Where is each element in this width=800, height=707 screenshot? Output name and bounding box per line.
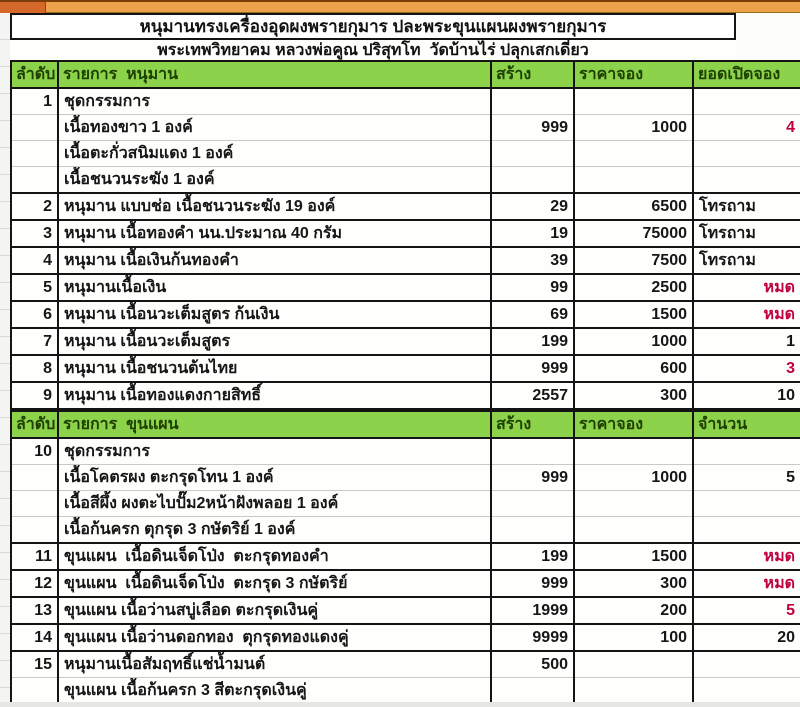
cell-made: [491, 167, 574, 194]
cell-qty: 3: [693, 355, 800, 382]
column-header-qty: ยอดเปิดจอง: [693, 61, 800, 88]
cell-qty: หมด: [693, 570, 800, 597]
khunpaen-price-table: [10, 410, 800, 705]
table-row: [11, 88, 800, 115]
column-header-made: สร้าง: [491, 411, 574, 438]
table-row: [11, 624, 800, 651]
cell-item: ขุนแผน เนื้อว่านดอกทอง ตุกรุดทองแดงคู่: [58, 624, 491, 651]
cell-made: 199: [491, 543, 574, 570]
cell-made: [491, 678, 574, 705]
cell-qty: โทรถาม: [693, 247, 800, 274]
cell-price: 100: [574, 624, 693, 651]
table-row: [11, 355, 800, 382]
cell-item: หนุมาน เนื้อเงินก้นทองคำ: [58, 247, 491, 274]
cell-qty: [693, 141, 800, 167]
cell-no: 10: [11, 438, 58, 465]
cell-price: [574, 438, 693, 465]
cell-made: [491, 491, 574, 517]
cell-made: [491, 438, 574, 465]
table-row: [11, 597, 800, 624]
table-row: [11, 570, 800, 597]
column-header-no: ลำดับ: [11, 61, 58, 88]
cell-price: 1000: [574, 465, 693, 491]
cell-no: 5: [11, 274, 58, 301]
cell-item: หนุมาน เนื้อนวะเต็มสูตร: [58, 328, 491, 355]
table-row: [11, 274, 800, 301]
cell-no: [11, 167, 58, 194]
cell-price: 1000: [574, 115, 693, 141]
cell-item: ขุนแผน เนื้อดินเจ็ดโป่ง ตะกรุด 3 กษัตริย์: [58, 570, 491, 597]
cell-item: หนุมานเนื้อเงิน: [58, 274, 491, 301]
cell-qty: หมด: [693, 274, 800, 301]
table-row: [11, 193, 800, 220]
cell-item: หนุมาน เนื้อชนวนต้นไทย: [58, 355, 491, 382]
cell-no: 7: [11, 328, 58, 355]
cell-price: 600: [574, 355, 693, 382]
cell-qty: 5: [693, 597, 800, 624]
column-header-item: รายการ ขุนแผน: [58, 411, 491, 438]
cell-item: เนื้อทองขาว 1 องค์: [58, 115, 491, 141]
table-row: [11, 465, 800, 491]
cell-item: เนื้อตะกั่วสนิมแดง 1 องค์: [58, 141, 491, 167]
cell-no: 9: [11, 382, 58, 409]
cell-item: หนุมาน เนื้อทองคำ นน.ประมาณ 40 กรัม: [58, 220, 491, 247]
table-row: [11, 382, 800, 409]
cell-price: [574, 88, 693, 115]
cell-price: 2500: [574, 274, 693, 301]
cell-no: [11, 517, 58, 544]
cell-item: ชุดกรรมการ: [58, 438, 491, 465]
column-header-qty: จำนวน: [693, 411, 800, 438]
cell-no: 15: [11, 651, 58, 678]
cell-item: หนุมานเนื้อสัมฤทธิ์แช่น้ำมนต์: [58, 651, 491, 678]
cell-no: 1: [11, 88, 58, 115]
table-row: [11, 651, 800, 678]
cell-item: เนื้อโคตรผง ตะกรุดโทน 1 องค์: [58, 465, 491, 491]
column-header-item: รายการ หนุมาน: [58, 61, 491, 88]
cell-no: [11, 141, 58, 167]
cell-no: [11, 465, 58, 491]
cell-made: [491, 88, 574, 115]
row-margin-strip: [0, 13, 10, 707]
cell-made: 1999: [491, 597, 574, 624]
table-row: [11, 491, 800, 517]
cell-qty: หมด: [693, 543, 800, 570]
cell-price: 75000: [574, 220, 693, 247]
cell-qty: [693, 167, 800, 194]
cell-made: 999: [491, 570, 574, 597]
cell-no: 11: [11, 543, 58, 570]
table-row: [11, 678, 800, 705]
top-orange-band: [0, 0, 800, 13]
cell-price: 300: [574, 570, 693, 597]
cell-qty: [693, 678, 800, 705]
cell-price: [574, 678, 693, 705]
cell-item: ขุนแผน เนื้อว่านสบู่เลือด ตะกรุดเงินคู่: [58, 597, 491, 624]
cell-made: 2557: [491, 382, 574, 409]
cell-no: 3: [11, 220, 58, 247]
column-header-price: ราคาจอง: [574, 411, 693, 438]
table-row: [11, 301, 800, 328]
cell-price: 6500: [574, 193, 693, 220]
cell-made: 29: [491, 193, 574, 220]
column-header-no: ลำดับ: [11, 411, 58, 438]
hanuman-price-table: [10, 60, 800, 410]
cell-qty: [693, 651, 800, 678]
cell-price: [574, 167, 693, 194]
table-row: [11, 220, 800, 247]
cell-item: เนื้อสีผึ้ง ผงตะไบปั๊ม2หน้าฝังพลอย 1 องค์: [58, 491, 491, 517]
table-row: [11, 247, 800, 274]
cell-no: [11, 491, 58, 517]
cell-qty: [693, 491, 800, 517]
cell-item: หนุมาน เนื้อทองแดงกายสิทธิ์: [58, 382, 491, 409]
cell-price: 200: [574, 597, 693, 624]
cell-item: เนื้อชนวนระฆัง 1 องค์: [58, 167, 491, 194]
cell-item: ขุนแผน เนื้อดินเจ็ดโป่ง ตะกรุดทองคำ: [58, 543, 491, 570]
cell-price: [574, 141, 693, 167]
table-row: [11, 115, 800, 141]
cell-price: 300: [574, 382, 693, 409]
page-subtitle: พระเทพวิทยาคม หลวงพ่อคูณ ปริสุทโท วัดบ้านไร่ ปลุกเสกเดี่ยว: [10, 40, 736, 60]
table-row: [11, 438, 800, 465]
table-row: [11, 328, 800, 355]
cell-made: 39: [491, 247, 574, 274]
cell-price: [574, 517, 693, 544]
cell-qty: 1: [693, 328, 800, 355]
cell-qty: 10: [693, 382, 800, 409]
cell-no: 14: [11, 624, 58, 651]
cell-qty: [693, 88, 800, 115]
cell-made: 999: [491, 465, 574, 491]
cell-price: 1500: [574, 543, 693, 570]
cell-made: 199: [491, 328, 574, 355]
cell-price: 1000: [574, 328, 693, 355]
column-header-made: สร้าง: [491, 61, 574, 88]
cell-no: 13: [11, 597, 58, 624]
cell-price: [574, 491, 693, 517]
column-header-price: ราคาจอง: [574, 61, 693, 88]
cell-no: [11, 678, 58, 705]
cell-no: 8: [11, 355, 58, 382]
cell-qty: 4: [693, 115, 800, 141]
cell-made: 99: [491, 274, 574, 301]
cell-made: 999: [491, 355, 574, 382]
cell-qty: [693, 438, 800, 465]
cell-item: หนุมาน เนื้อนวะเต็มสูตร ก้นเงิน: [58, 301, 491, 328]
cell-qty: โทรถาม: [693, 220, 800, 247]
cell-no: 6: [11, 301, 58, 328]
bottom-margin-strip: [0, 702, 800, 707]
cell-qty: หมด: [693, 301, 800, 328]
cell-made: 19: [491, 220, 574, 247]
cell-price: [574, 651, 693, 678]
cell-no: 12: [11, 570, 58, 597]
cell-made: 999: [491, 115, 574, 141]
cell-item: เนื้อก้นครก ตุกรุด 3 กษัตริย์ 1 องค์: [58, 517, 491, 544]
table-row: [11, 141, 800, 167]
page-title-box: [10, 13, 736, 40]
cell-item: ชุดกรรมการ: [58, 88, 491, 115]
cell-made: 69: [491, 301, 574, 328]
cell-made: 9999: [491, 624, 574, 651]
table-row: [11, 543, 800, 570]
cell-qty: 5: [693, 465, 800, 491]
cell-made: [491, 141, 574, 167]
cell-qty: 20: [693, 624, 800, 651]
cell-item: ขุนแผน เนื้อก้นครก 3 สีตะกรุดเงินคู่: [58, 678, 491, 705]
cell-item: หนุมาน แบบช่อ เนื้อชนวนระฆัง 19 องค์: [58, 193, 491, 220]
page-title: หนุมานทรงเครื่องอุดผงพรายกุมาร ปละพระขุนแผนผงพรายกุมาร: [139, 17, 607, 36]
cell-made: 500: [491, 651, 574, 678]
column-header-row: [11, 61, 800, 88]
column-header-row: [11, 411, 800, 438]
table-row: [11, 517, 800, 544]
cell-qty: [693, 517, 800, 544]
cell-qty: โทรถาม: [693, 193, 800, 220]
cell-no: 2: [11, 193, 58, 220]
sheet-content: [10, 13, 800, 705]
cell-no: 4: [11, 247, 58, 274]
cell-price: 1500: [574, 301, 693, 328]
cell-made: [491, 517, 574, 544]
cell-price: 7500: [574, 247, 693, 274]
table-row: [11, 167, 800, 194]
cell-no: [11, 115, 58, 141]
